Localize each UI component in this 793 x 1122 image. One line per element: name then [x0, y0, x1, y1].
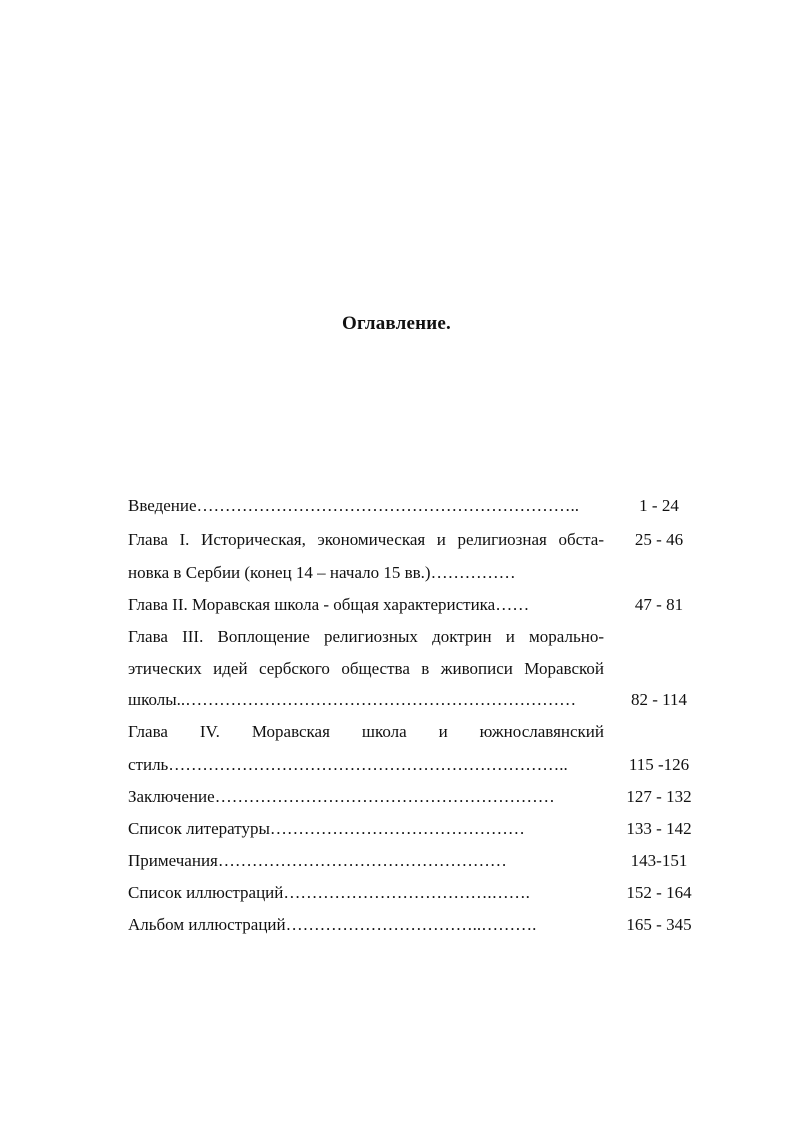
toc-entry-chapter-4-line-2: стиль…………………………………………………………….. — [128, 755, 568, 774]
toc-entry-intro-pages: 1 - 24 — [639, 496, 679, 515]
toc-entry-notes-line-1: Примечания…………………………………………… — [128, 851, 507, 870]
toc-entry-intro-line-1: Введение………………………………………………………….. — [128, 496, 580, 515]
toc-entry-chapter-1-line-1: Глава I. Историческая, экономическая и религиозная обста- — [128, 530, 604, 549]
page-title: Оглавление. — [342, 313, 451, 334]
toc-entry-chapter-3-pages: 82 - 114 — [630, 690, 688, 709]
toc-entry-album-line-1: Альбом иллюстраций……………………………..………. — [128, 915, 537, 934]
toc-entry-notes-pages: 143-151 — [630, 851, 688, 870]
toc-entry-album-pages: 165 - 345 — [626, 915, 692, 934]
toc-entry-chapter-3-line-2: этических идей сербского общества в живописи Моравской — [128, 659, 604, 678]
toc-entry-conclusion-pages: 127 - 132 — [626, 787, 692, 806]
toc-entry-illustrations-list-pages: 152 - 164 — [626, 883, 692, 902]
toc-entry-chapter-3-line-1: Глава III. Воплощение религиозных доктрин и морально- — [128, 627, 604, 646]
toc-entry-conclusion-line-1: Заключение…………………………………………………… — [128, 787, 555, 806]
toc-entry-chapter-2-pages: 47 - 81 — [634, 595, 684, 614]
toc-entry-chapter-4-pages: 115 -126 — [628, 755, 690, 774]
toc-entry-bibliography-line-1: Список литературы……………………………………… — [128, 819, 525, 838]
toc-entry-chapter-1-pages: 25 - 46 — [634, 530, 684, 549]
toc-entry-bibliography-pages: 133 - 142 — [626, 819, 692, 838]
toc-entry-chapter-3-line-3: школы..…………………………………………………………… — [128, 690, 577, 709]
toc-entry-chapter-1-line-2: новка в Сербии (конец 14 – начало 15 вв.)…………… — [128, 563, 516, 582]
toc-entry-illustrations-list-line-1: Список иллюстраций……………………………….……. — [128, 883, 530, 902]
toc-entry-chapter-2-line-1: Глава II. Моравская школа - общая характеристика…… — [128, 595, 530, 614]
toc-entry-chapter-4-line-1: Глава IV. Моравская школа и южнославянский — [128, 722, 604, 741]
